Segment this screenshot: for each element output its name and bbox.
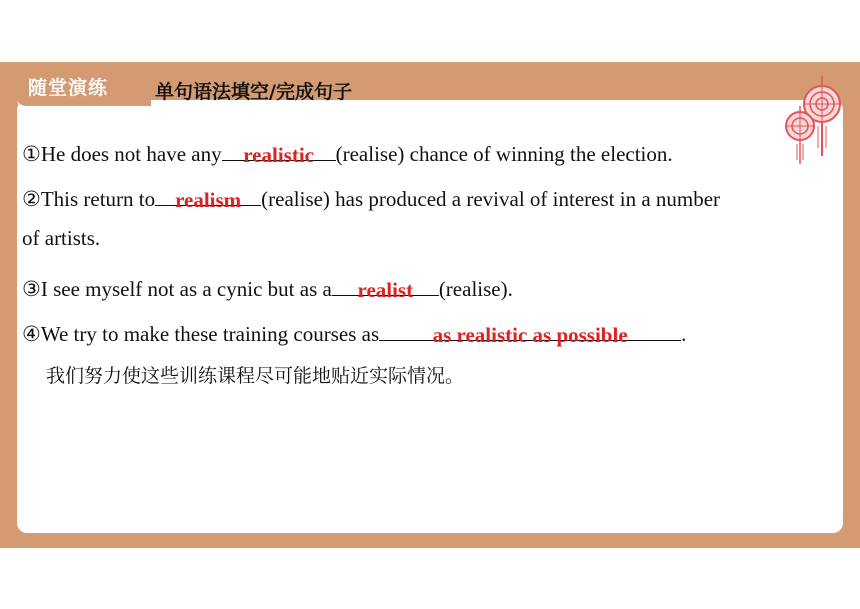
item-text-before: ④We try to make these training courses as — [22, 322, 380, 346]
answer-blank — [379, 316, 681, 347]
header-tab-label: 随堂演练 — [28, 77, 109, 99]
answer-text: realist — [357, 278, 414, 302]
item-text-before: ③I see myself not as a cynic but as a — [22, 277, 332, 301]
exercise-item-4 — [22, 316, 686, 347]
item-text-after: (realise) chance of winning the election. — [335, 142, 673, 166]
answer-text: realism — [175, 188, 242, 212]
exercise-item-2-continuation: of artists. — [22, 226, 101, 250]
item-text-before: ①He does not have any — [22, 142, 222, 166]
section-title: 单句语法填空/完成句子 — [155, 81, 352, 103]
answer-text: as realistic as possible — [432, 323, 628, 347]
translation-text: 我们努力使这些训练课程尽可能地贴近实际情况。 — [46, 365, 465, 387]
exercise-item-3 — [22, 271, 513, 302]
item-text-after: (realise). — [438, 277, 513, 301]
chinese-lantern-icon — [780, 76, 850, 168]
exercise-item-2 — [22, 181, 720, 212]
answer-blank — [332, 271, 439, 302]
answer-blank — [222, 136, 336, 167]
item-text-after: (realise) has produced a revival of interest in a number — [261, 187, 721, 211]
exercise-item-1 — [22, 136, 673, 167]
answer-text: realistic — [243, 143, 314, 167]
item-text-before: ②This return to — [22, 187, 156, 211]
item-text-after: . — [681, 322, 687, 346]
answer-blank — [155, 181, 261, 212]
